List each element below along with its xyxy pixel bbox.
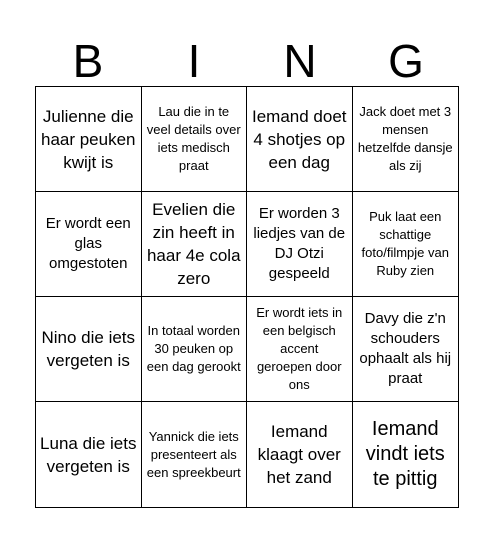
cell-text: Puk laat een schattige foto/filmpje van Ruby zien: [361, 209, 449, 278]
cell-text: Evelien die zin heeft in haar 4e cola zero: [146, 200, 241, 288]
cell-text: Lau die in te veel details over iets medisch praat: [146, 104, 241, 173]
bingo-cell[interactable]: [247, 87, 353, 192]
cell-text: Er worden 3 liedjes van de DJ Otzi gespeeld: [253, 205, 346, 282]
cell-text: Er wordt een glas omgestoten: [45, 215, 131, 272]
cell-text: Iemand vindt iets te pittig: [365, 418, 445, 490]
cell-text: Iemand doet 4 shotjes op een dag: [251, 106, 347, 172]
bingo-cell[interactable]: [36, 297, 142, 402]
bingo-cell[interactable]: [247, 297, 353, 402]
bingo-cell[interactable]: [353, 192, 459, 297]
bingo-cell[interactable]: [36, 87, 142, 192]
bingo-cell[interactable]: [142, 402, 248, 507]
bingo-cell[interactable]: [36, 192, 142, 297]
cell-text: In totaal worden 30 peuken op een dag gerookt: [146, 323, 241, 374]
cell-text: Jack doet met 3 mensen hetzelfde dansje als zij: [357, 104, 453, 173]
bingo-cell[interactable]: [353, 297, 459, 402]
cell-text: Iemand klaagt over het zand: [257, 422, 341, 487]
header-letter-n: N: [283, 35, 317, 87]
bingo-header: [35, 30, 459, 86]
bingo-cell[interactable]: [142, 297, 248, 402]
cell-text: Luna die iets vergeten is: [40, 433, 137, 476]
bingo-cell[interactable]: [247, 402, 353, 507]
cell-text: Julienne die haar peuken kwijt is: [40, 106, 136, 172]
cell-text: Davy die z'n schouders ophaalt als hij praat: [359, 310, 452, 387]
header-letter-b: B: [72, 35, 104, 87]
bingo-cell[interactable]: [247, 192, 353, 297]
cell-text: Er wordt iets in een belgisch accent geroepen door ons: [256, 305, 343, 392]
bingo-cell[interactable]: [142, 87, 248, 192]
bingo-cell[interactable]: [353, 402, 459, 507]
bingo-cell[interactable]: [36, 402, 142, 507]
header-letter-g: G: [388, 35, 424, 87]
bingo-grid: [35, 86, 459, 508]
header-letter-i: I: [187, 35, 201, 87]
cell-text: Nino die iets vergeten is: [41, 328, 136, 370]
bingo-cell[interactable]: [353, 87, 459, 192]
cell-text: Yannick die iets presenteert als een spreekbeurt: [146, 428, 241, 480]
bingo-cell[interactable]: [142, 192, 248, 297]
